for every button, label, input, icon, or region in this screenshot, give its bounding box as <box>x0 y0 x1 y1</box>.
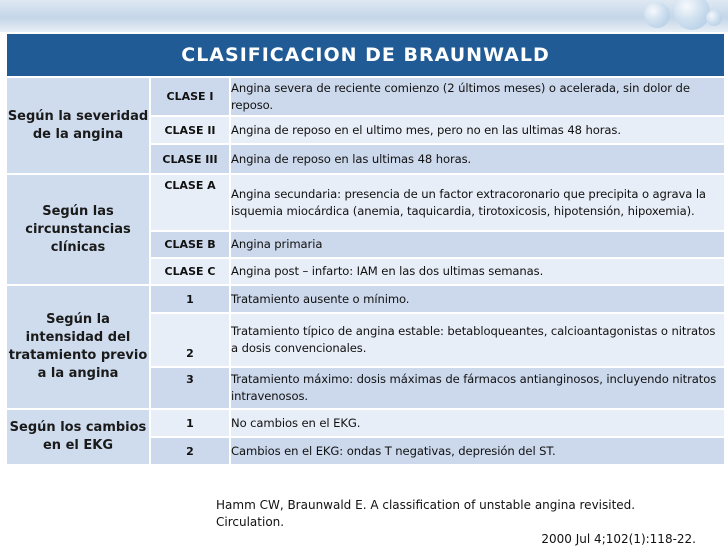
table-row <box>6 174 725 231</box>
description-cell: Angina de reposo en el ultimo mes, pero no en las ultimas 48 horas. <box>230 116 725 144</box>
class-cell: 2 <box>150 437 230 465</box>
category-cell: Según las circunstancias clínicas <box>6 174 150 285</box>
table-title-row <box>6 33 725 77</box>
description-cell: Angina primaria <box>230 231 725 258</box>
category-cell: Según la severidad de la angina <box>6 77 150 174</box>
class-cell: CLASE III <box>150 144 230 174</box>
citation <box>214 497 696 548</box>
description-cell: Angina severa de reciente comienzo (2 últimos meses) o acelerada, sin dolor de reposo. <box>230 77 725 116</box>
class-cell: CLASE A <box>150 174 230 231</box>
table-title: CLASIFICACION DE BRAUNWALD <box>6 33 725 77</box>
decorative-bubble <box>644 2 670 28</box>
braunwald-table <box>5 32 726 466</box>
description-cell: Angina de reposo en las ultimas 48 horas. <box>230 144 725 174</box>
decorative-bubble <box>674 0 710 30</box>
class-cell: 1 <box>150 285 230 313</box>
class-cell: 2 <box>150 313 230 367</box>
class-cell: CLASE II <box>150 116 230 144</box>
category-cell: Según los cambios en el EKG <box>6 409 150 465</box>
description-cell: Tratamiento típico de angina estable: betabloqueantes, calcioantagonistas o nitratos a dosis convencionales. <box>230 313 725 367</box>
table-row <box>6 285 725 313</box>
description-cell: Tratamiento ausente o mínimo. <box>230 285 725 313</box>
table-row <box>6 77 725 116</box>
class-cell: CLASE I <box>150 77 230 116</box>
class-cell: CLASE B <box>150 231 230 258</box>
header-banner <box>0 0 728 32</box>
class-cell: CLASE C <box>150 258 230 285</box>
description-cell: Angina post – infarto: IAM en las dos ultimas semanas. <box>230 258 725 285</box>
citation-line-2: 2000 Jul 4;102(1):118-22. <box>541 532 696 546</box>
citation-line-1: Hamm CW, Braunwald E. A classification of unstable angina revisited. Circulation. <box>216 498 636 529</box>
category-cell: Según la intensidad del tratamiento previo a la angina <box>6 285 150 409</box>
decorative-bubble <box>706 10 722 26</box>
description-cell: Angina secundaria: presencia de un factor extracoronario que precipita o agrava la isquemia miocárdica (anemia, taquicardia, tirotoxicosis, hipotensión, hipoxemia). <box>230 174 725 231</box>
class-cell: 3 <box>150 367 230 409</box>
table-row <box>6 409 725 437</box>
description-cell: No cambios en el EKG. <box>230 409 725 437</box>
description-cell: Tratamiento máximo: dosis máximas de fármacos antianginosos, incluyendo nitratos intravenosos. <box>230 367 725 409</box>
class-cell: 1 <box>150 409 230 437</box>
description-cell: Cambios en el EKG: ondas T negativas, depresión del ST. <box>230 437 725 465</box>
